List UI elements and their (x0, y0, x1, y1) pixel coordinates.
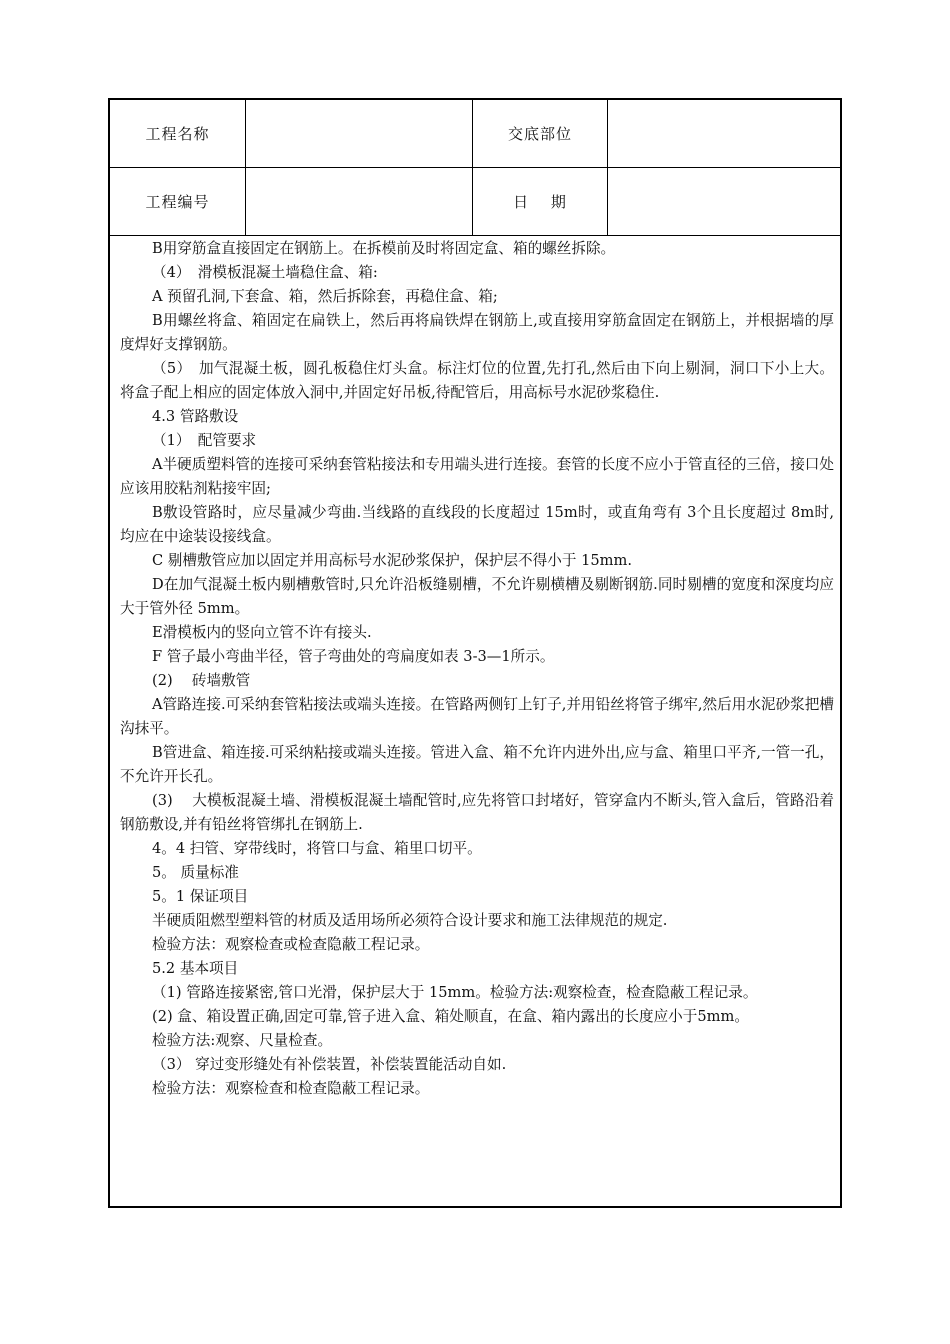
disclosure-content (120, 237, 834, 1101)
paragraph: A管路连接.可采纳套管粘接法或端头连接。在管路两侧钉上钉子,并用铅丝将管子绑牢,然后用水泥砂浆把槽沟抹平。 (120, 696, 834, 737)
paragraph: （1） 配管要求 (152, 432, 257, 449)
paragraph: 检验方法：观察检查或检查隐蔽工程记录。 (152, 936, 430, 953)
project-no-value[interactable] (246, 168, 472, 235)
paragraph: D在加气混凝土板内剔槽敷管时,只允许沿板缝剔槽，不允许剔横槽及剔断钢筋.同时剔槽的宽度和深度均应大于管外径 5mm。 (120, 576, 834, 617)
project-name-label: 工程名称 (145, 125, 210, 143)
date-label: 日 期 (513, 193, 567, 211)
paragraph: （5） 加气混凝土板，圆孔板稳住灯头盒。标注灯位的位置,先打孔,然后由下向上剔洞，洞口下小上大。将盒子配上相应的固定体放入洞中,并固定好吊板,待配管后，用高标号水泥砂浆稳住. (120, 360, 834, 401)
paragraph: A半硬质塑料管的连接可采纳套管粘接法和专用端头进行连接。套管的长度不应小于管直径的三倍，接口处应该用胶粘剂粘接牢固; (120, 456, 834, 497)
paragraph: 检验方法:观察、尺量检查。 (152, 1032, 333, 1049)
paragraph: E滑模板内的竖向立管不许有接头. (152, 624, 372, 641)
paragraph: A 预留孔洞,下套盒、箱，然后拆除套，再稳住盒、箱; (152, 288, 498, 305)
paragraph: (2) 盒、箱设置正确,固定可靠,管子进入盒、箱处顺直，在盒、箱内露出的长度应小于5mm。 (152, 1008, 749, 1025)
table-divider (110, 235, 840, 236)
paragraph: B用螺丝将盒、箱固定在扁铁上，然后再将扁铁焊在钢筋上,或直接用穿筋盒固定在钢筋上，并根据墙的厚度焊好支撑钢筋。 (120, 312, 834, 353)
section-heading: 5。 质量标准 (152, 864, 239, 881)
date-value[interactable] (608, 168, 840, 235)
position-label: 交底部位 (507, 125, 572, 143)
project-no-label: 工程编号 (145, 193, 210, 211)
paragraph: (3) 大模板混凝土墙、滑模板混凝土墙配管时,应先将管口封堵好，管穿盒内不断头,管入盒后，管路沿着钢筋敷设,并有铅丝将管绑扎在钢筋上. (120, 792, 834, 833)
position-value[interactable] (608, 100, 840, 167)
section-heading: 5。1 保证项目 (152, 888, 249, 905)
paragraph: （1) 管路连接紧密,管口光滑，保护层大于 15mm。检验方法:观察检查，检查隐蔽工程记录。 (152, 984, 758, 1001)
section-heading: 4.3 管路敷设 (152, 408, 239, 425)
paragraph: B敷设管路时，应尽量减少弯曲.当线路的直线段的长度超过 15m时，或直角弯有 3个且长度超过 8m时,均应在中途装设接线盒。 (120, 504, 834, 545)
paragraph: C 剔槽敷管应加以固定并用高标号水泥砂浆保护，保护层不得小于 15mm. (152, 552, 632, 569)
paragraph: (2) 砖墙敷管 (152, 672, 251, 689)
paragraph: B管进盒、箱连接.可采纳粘接或端头连接。管进入盒、箱不允许内进外出,应与盒、箱里口平齐,一管一孔，不允许开长孔。 (120, 744, 834, 785)
paragraph: 半硬质阻燃型塑料管的材质及适用场所必须符合设计要求和施工法律规范的规定. (152, 912, 668, 929)
section-heading: 5.2 基本项目 (152, 960, 239, 977)
paragraph: 检验方法：观察检查和检查隐蔽工程记录。 (152, 1080, 430, 1097)
paragraph: F 管子最小弯曲半径，管子弯曲处的弯扁度如表 3-3—1所示。 (152, 648, 555, 665)
project-name-value[interactable] (246, 100, 472, 167)
paragraph: （4） 滑模板混凝土墙稳住盒、箱: (152, 264, 378, 281)
paragraph: （3） 穿过变形缝处有补偿装置，补偿装置能活动自如. (152, 1056, 507, 1073)
disclosure-form (108, 98, 842, 1208)
form-header-table (110, 100, 840, 236)
section-heading: 4。4 扫管、穿带线时，将管口与盒、箱里口切平。 (152, 840, 482, 857)
paragraph: B用穿筋盒直接固定在钢筋上。在拆模前及时将固定盒、箱的螺丝拆除。 (152, 240, 616, 257)
